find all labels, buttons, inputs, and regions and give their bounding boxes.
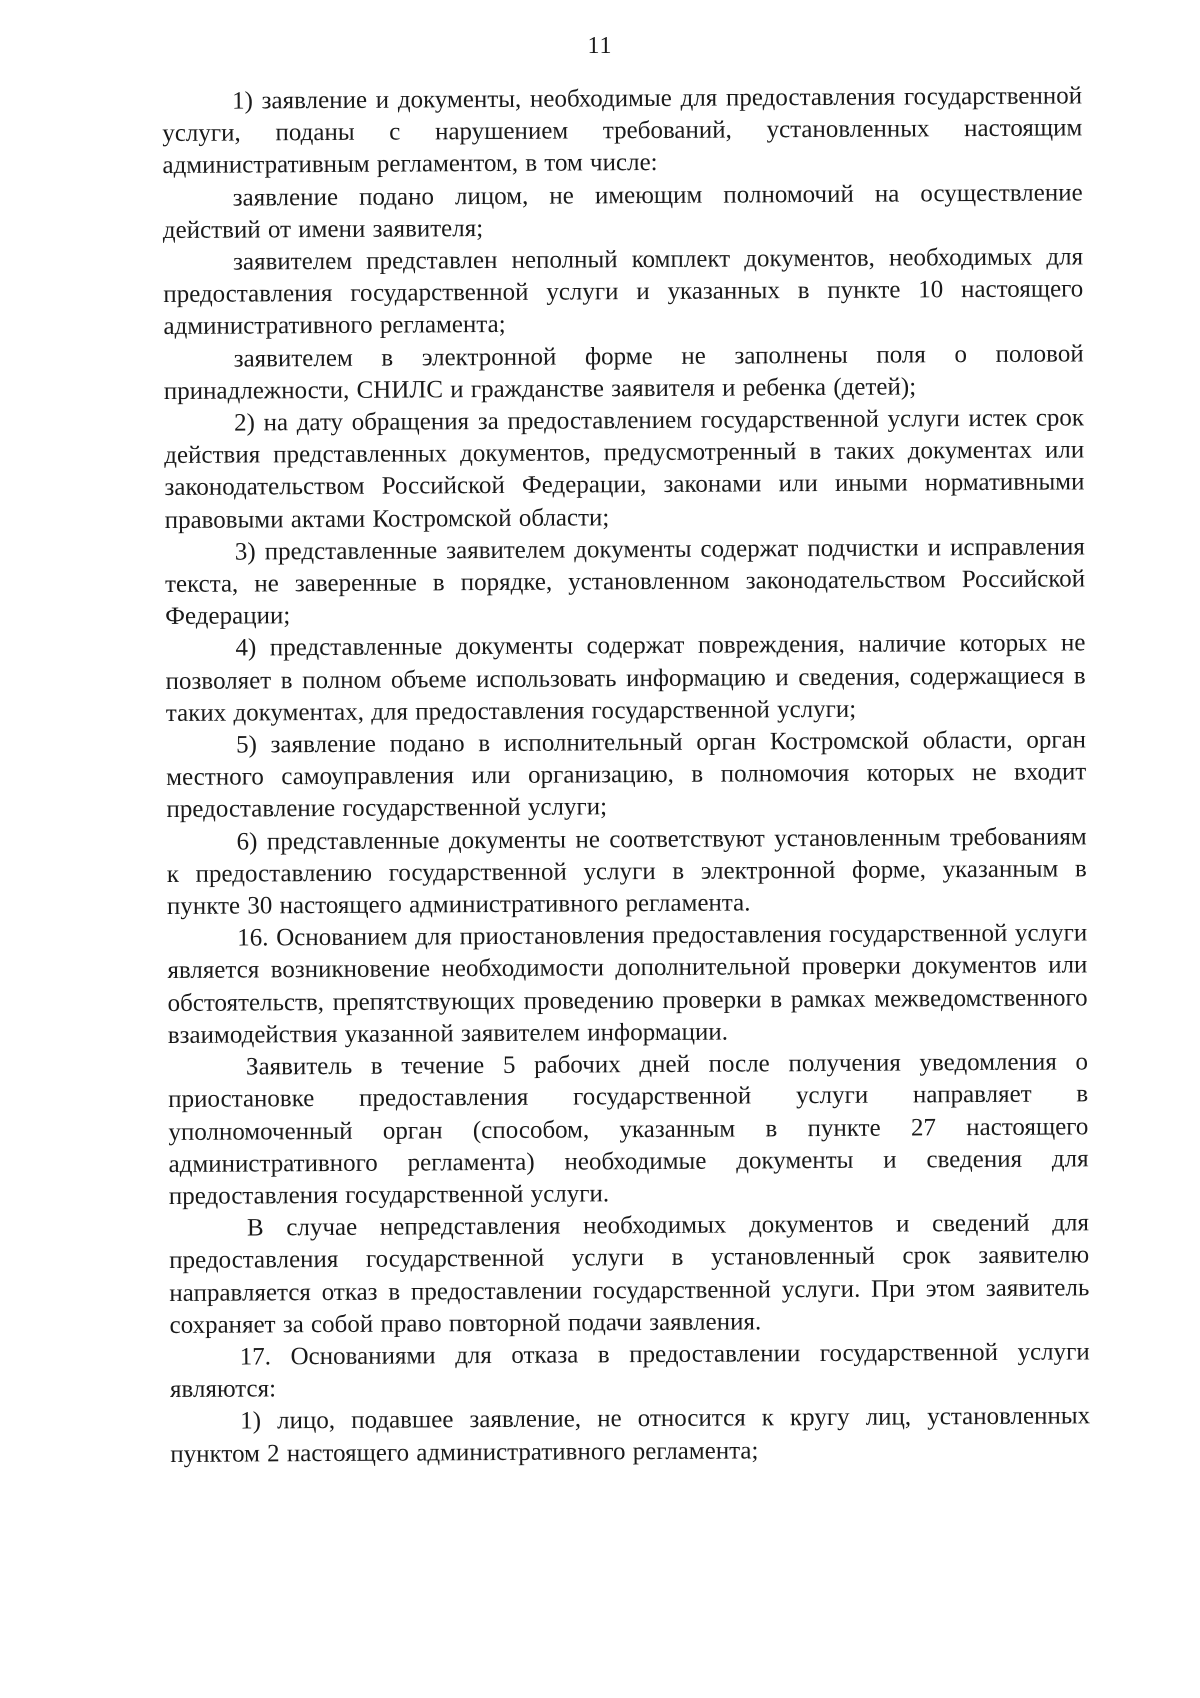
paragraph-item-2: 2) на дату обращения за предоставлением государственной услуги истек срок действия представленных документов, предусмотренный в таких документах или законодательством Российской Федерации, законами или иными нормативными правовыми актами Костромской области; — [164, 404, 1085, 534]
paragraph-subitem-incomplete: заявителем представлен неполный комплект документов, необходимых для предоставления государственной услуги и указанных в пункте 10 настоящего административного регламента; — [163, 243, 1084, 341]
paragraph-refusal-notice: В случае непредставления необходимых документов и сведений для предоставления государственной услуги в установленный срок заявителю направляется отказ в предоставлении государственной услуги. При этом заявитель сохраняет за собой право повторной подачи заявления. — [169, 1209, 1090, 1339]
paragraph-section-17-item-1: 1) лицо, подавшее заявление, не относится к кругу лиц, установленных пунктом 2 настоящего административного регламента; — [170, 1402, 1091, 1468]
page-number: 11 — [587, 33, 613, 59]
paragraph-item-3: 3) представленные заявителем документы содержат подчистки и исправления текста, не заверенные в порядке, установленном законодательством Российской Федерации; — [164, 533, 1086, 631]
paragraph-applicant-deadline: Заявитель в течение 5 рабочих дней после получения уведомления о приостановке предоставления государственной услуги направляет в уполномоченный орган (способом, указанным в пункте 27 настоящего административного регламента) необходимые документы и сведения для предоставления государственной услуги. — [168, 1048, 1089, 1210]
paragraph-item-6: 6) представленные документы не соответствуют установленным требованиям к предоставлению государственной услуги в электронной форме, указанным в пункте 30 настоящего административного регламента. — [166, 823, 1087, 921]
paragraph-section-16: 16. Основанием для приостановления предоставления государственной услуги является возникновение необходимости дополнительной проверки документов или обстоятельств, препятствующих проведению проверки в рамках межведомственного взаимодействия указанной заявителем информации. — [167, 919, 1088, 1049]
paragraph-subitem-electronic-fields: заявителем в электронной форме не заполнены поля о половой принадлежности, СНИЛС и гражданстве заявителя и ребенка (детей); — [163, 340, 1084, 405]
paragraph-item-5: 5) заявление подано в исполнительный орган Костромской области, орган местного самоуправления или организацию, в полномочия которых не входит предоставление государственной услуги; — [166, 726, 1087, 824]
paragraph-subitem-authority: заявление подано лицом, не имеющим полномочий на осуществление действий от имени заявителя; — [162, 178, 1083, 244]
paragraph-item-4: 4) представленные документы содержат повреждения, наличие которых не позволяет в полном объеме использовать информацию и сведения, содержащиеся в таких документах, для предоставления государственной услуги; — [165, 629, 1086, 727]
document-body — [162, 80, 1090, 1470]
paragraph-section-17: 17. Основаниями для отказа в предоставлении государственной услуги являются: — [169, 1338, 1090, 1404]
paragraph-item-1: 1) заявление и документы, необходимые для предоставления государственной услуги, поданы с нарушением требований, установленных настоящим административным регламентом, в том числе: — [162, 82, 1083, 180]
